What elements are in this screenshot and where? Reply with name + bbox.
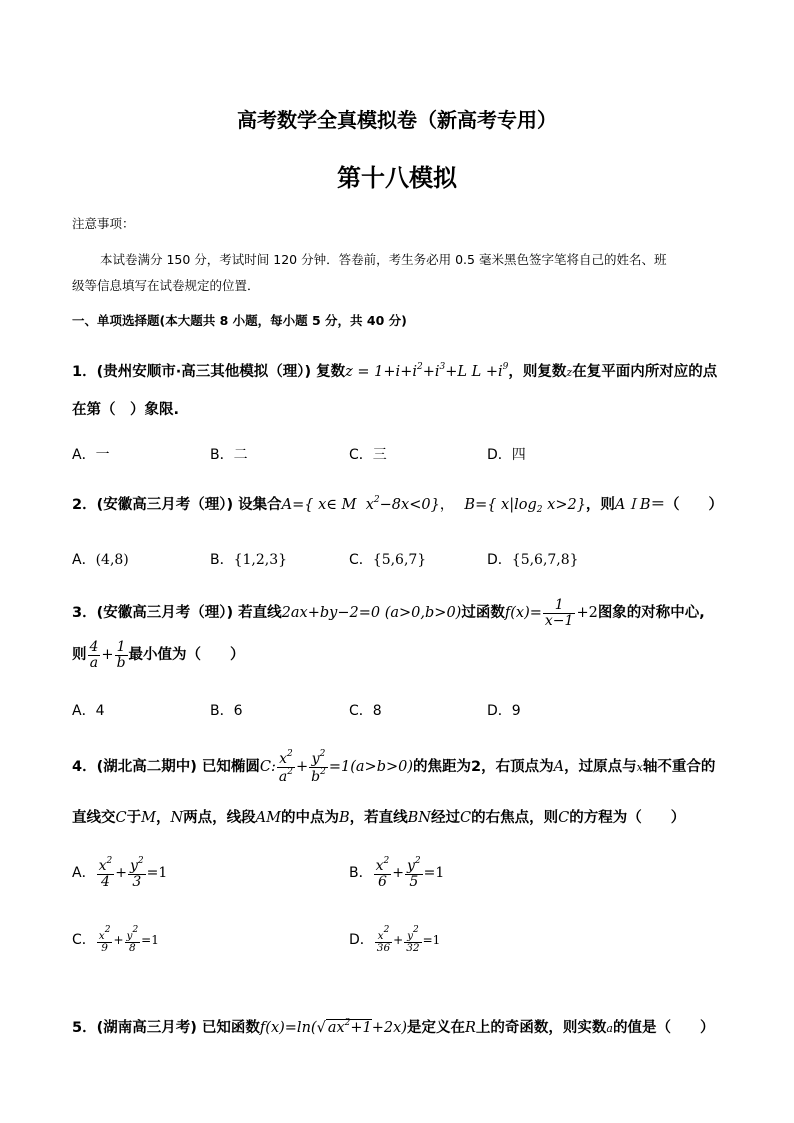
question-4-ellipse: C:	[259, 759, 276, 776]
question-3-line-2-suffix: 最小值为（ ）	[128, 647, 245, 664]
question-4-prefix: 4．(湖北高二期中) 已知椭圆	[72, 759, 260, 776]
fraction-4-over-a: $\frac{4}{a}$	[89, 639, 99, 671]
q4-option-c-label: C．	[72, 932, 96, 949]
question-2-set-a: A={ x∈ M $x^2-8x<0$}	[281, 495, 440, 513]
question-3-function: f(x)=	[504, 605, 542, 622]
question-1-tail: 在复平面内所对应的点	[572, 364, 718, 380]
section-heading: 一、单项选择题(本大题共 8 小题，每小题 5 分，共 40 分)	[72, 313, 407, 328]
symbol-b: B	[338, 810, 350, 826]
ellipse-x-term: $\frac{x^2}{a^2}$	[278, 749, 293, 785]
question-3-line-2: 则 $\frac{4}{a}$ + $\frac{1}{b}$ 最小值为（ ）	[72, 639, 245, 671]
q4-b-x-term: $\frac{x^2}{6}$	[375, 856, 390, 890]
q2-option-a[interactable]	[72, 549, 129, 569]
symbol-am: AM	[255, 810, 281, 826]
notice-line-1: 本试卷满分 150 分，考试时间 120 分钟．答卷前，考生务必用 0.5 毫米黑色签字笔将自己的姓名、班	[100, 252, 667, 267]
question-5-tail-2: 的值是（ ）	[612, 1020, 715, 1036]
symbol-c-3: C	[558, 810, 570, 826]
q4-text-2: 于	[126, 810, 142, 826]
q4-c-x-term: $\frac{x^2}{9}$	[98, 925, 111, 955]
q1-option-c[interactable]: C．三	[349, 447, 387, 463]
ellipse-y-term: $\frac{y^2}{b^2}$	[311, 749, 326, 785]
notice-line-2: 级等信息填写在试卷规定的位置．	[72, 278, 260, 293]
q2-option-d[interactable]	[487, 549, 579, 569]
notice-heading: 注意事项：	[72, 216, 135, 231]
question-3-tail: 图象的对称中心,	[597, 605, 705, 622]
question-1-suffix: ，则复数	[508, 364, 567, 380]
q2-option-b-label: B．	[210, 552, 234, 568]
question-5-mid: 是定义在	[407, 1020, 465, 1036]
question-1-prefix: 1．(贵州安顺市·高三其他模拟（理）) 复数	[72, 364, 346, 380]
q4-text-4: 两点，线段	[183, 810, 256, 826]
q4-c-y-term: $\frac{y^2}{8}$	[126, 925, 139, 955]
question-2-tail: ＝（ ）	[650, 497, 724, 513]
question-3-line-2-prefix: 则	[72, 647, 87, 664]
q2-option-c-value: {5,6,7}	[372, 552, 427, 568]
q4-text-1: 直线交	[72, 810, 116, 826]
q1-option-b[interactable]: B．二	[210, 447, 248, 463]
question-3-mid: 过函数	[461, 605, 505, 622]
q2-option-c-label: C．	[349, 552, 373, 568]
question-3-prefix: 3．(安徽高三月考（理）) 若直线	[72, 605, 282, 622]
q4-text-7: 经过	[430, 810, 460, 826]
fraction-1-over-b: $\frac{1}{b}$	[116, 639, 126, 671]
q1-option-a[interactable]: A．一	[72, 447, 110, 463]
q4-option-d-label: D．	[349, 932, 374, 949]
q4-option-a[interactable]: A． $\frac{x^2}{4}$ + $\frac{y^2}{3}$ =1	[72, 856, 168, 890]
x-axis-symbol: x	[636, 761, 643, 775]
question-2-suffix: ，则	[585, 497, 615, 513]
q4-text-6: ，若直线	[349, 810, 408, 826]
question-3: 3．(安徽高三月考（理）) 若直线2ax+by−2=0 (a>0,b>0)过函数f(x)= $\frac{1}{x-1}$ +2图象的对称中心,	[72, 597, 705, 629]
question-5-prefix: 5．(湖南高三月考) 已知函数	[72, 1020, 260, 1036]
question-1-formula: $z = 1+i+i^2+i^3+L$ $L +i^9$	[345, 362, 509, 380]
exam-subtitle: 第十八模拟	[337, 164, 457, 192]
q4-option-a-label: A．	[72, 865, 96, 882]
q4-text-9: 的方程为（ ）	[569, 810, 686, 826]
q2-option-d-value: {5,6,7,8}	[511, 552, 579, 568]
question-4-tail: ，过原点与	[564, 759, 637, 776]
q2-option-d-label: D．	[487, 552, 512, 568]
q2-option-b-value: {1,2,3}	[233, 552, 288, 568]
question-2: 2．(安徽高三月考（理）) 设集合A={ x∈ M $x^2-8x<0$}， B={ $x|\log_2$ x>2}，则AＩB＝（ ）	[72, 495, 724, 515]
q4-a-y-term: $\frac{y^2}{3}$	[129, 856, 144, 890]
question-2-prefix: 2．(安徽高三月考（理）) 设集合	[72, 497, 282, 513]
q4-a-x-term: $\frac{x^2}{4}$	[98, 856, 113, 890]
question-1-z: z	[566, 366, 573, 379]
symbol-n: N	[170, 810, 184, 826]
q3-option-b[interactable]: B．6	[210, 703, 243, 719]
q4-text-3: ，	[155, 810, 171, 826]
q3-option-c[interactable]: C．8	[349, 703, 382, 719]
question-3-fraction: $\frac{1}{x-1}$	[544, 597, 574, 629]
q3-option-a[interactable]: A．4	[72, 703, 105, 719]
q4-d-y-term: $\frac{y^2}{32}$	[406, 925, 420, 955]
question-4: 4．(湖北高二期中) 已知椭圆C: $\frac{x^2}{a^2}$ + $\frac{y^2}{b^2}$ =1(a>b>0)的焦距为2，右顶点为A，过原点与x轴不重合的	[72, 749, 716, 785]
q1-option-d[interactable]: D．四	[487, 447, 526, 463]
question-5-function: f(x)=ln(√ $ax^2+1+2x$)	[259, 1018, 407, 1036]
q3-option-d[interactable]: D．9	[487, 703, 521, 719]
symbol-c: C	[115, 810, 127, 826]
q4-text-5: 的中点为	[280, 810, 339, 826]
q4-option-b-label: B．	[349, 865, 373, 882]
question-2-intersection: AＩB	[614, 497, 651, 513]
q2-option-c[interactable]	[349, 549, 426, 569]
q4-option-b[interactable]: B． $\frac{x^2}{6}$ + $\frac{y^2}{5}$ =1	[349, 856, 445, 890]
symbol-r: R	[465, 1020, 476, 1036]
question-5	[72, 1016, 714, 1037]
question-4-tail-2: 轴不重合的	[642, 759, 716, 776]
q2-option-b[interactable]	[210, 549, 287, 569]
question-4-line-2	[72, 806, 685, 827]
q4-text-8: 的右焦点，则	[471, 810, 559, 826]
question-2-set-b: B={ $x|\log_2$ x>2}	[464, 497, 586, 515]
question-1	[72, 360, 717, 381]
q4-option-d[interactable]: D． $\frac{x^2}{36}$ + $\frac{y^2}{32}$ =1	[349, 925, 441, 955]
symbol-c-2: C	[459, 810, 472, 826]
question-5-tail: 上的奇函数，则实数	[475, 1020, 607, 1036]
q4-d-x-term: $\frac{x^2}{36}$	[376, 925, 391, 955]
q2-option-a-label: A．	[72, 552, 96, 568]
symbol-a: a	[606, 1022, 613, 1035]
question-3-line: 2ax+by−2=0 (a>0,b>0)	[281, 605, 462, 622]
point-a: A	[553, 759, 565, 776]
symbol-bn: BN	[407, 810, 431, 826]
q4-option-c[interactable]: C． $\frac{x^2}{9}$ + $\frac{y^2}{8}$ =1	[72, 925, 159, 955]
symbol-m: M	[141, 810, 156, 826]
question-1-line-2: 在第（ ）象限.	[72, 402, 180, 418]
q4-b-y-term: $\frac{y^2}{5}$	[406, 856, 421, 890]
question-4-mid: 的焦距为2，右顶点为	[413, 759, 554, 776]
exam-title: 高考数学全真模拟卷（新高考专用）	[237, 108, 557, 132]
q2-option-a-value: (4,8)	[95, 552, 129, 568]
